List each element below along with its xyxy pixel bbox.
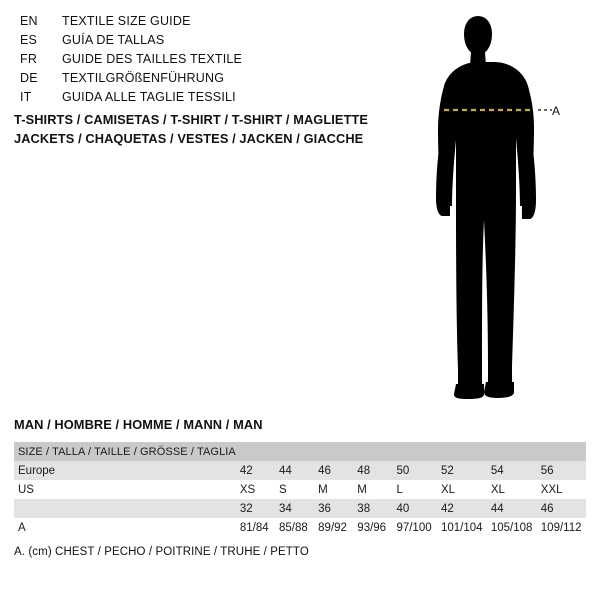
row-label: A xyxy=(14,518,236,537)
row-cell: 44 xyxy=(275,461,314,480)
row-cell: 38 xyxy=(353,499,392,518)
row-cell: XL xyxy=(437,480,487,499)
row-cell: 42 xyxy=(437,499,487,518)
row-cell: XXL xyxy=(537,480,586,499)
table-header-label: SIZE / TALLA / TAILLE / GRÖSSE / TAGLIA xyxy=(14,442,236,461)
table-header-cell xyxy=(353,442,392,461)
language-row xyxy=(20,33,380,52)
language-code: FR xyxy=(20,52,38,66)
row-label xyxy=(14,499,236,518)
row-cell: 85/88 xyxy=(275,518,314,537)
language-code: DE xyxy=(20,71,38,85)
male-figure-illustration xyxy=(400,10,600,400)
figure-silhouette-icon xyxy=(400,10,600,400)
table-row xyxy=(14,480,586,499)
language-row xyxy=(20,14,380,33)
section-heading-man: MAN / HOMBRE / HOMME / MANN / MAN xyxy=(14,417,263,432)
row-label: US xyxy=(14,480,236,499)
measure-label-a: A xyxy=(552,104,561,118)
row-cell: 54 xyxy=(487,461,537,480)
language-text: GUIDA ALLE TAGLIE TESSILI xyxy=(62,90,236,104)
language-text: TEXTILGRÖßENFÜHRUNG xyxy=(62,71,225,85)
row-cell: 48 xyxy=(353,461,392,480)
row-cell: S xyxy=(275,480,314,499)
row-cell: 34 xyxy=(275,499,314,518)
row-cell: 56 xyxy=(537,461,586,480)
category-tshirts: T-SHIRTS / CAMISETAS / T-SHIRT / T-SHIRT / MAGLIETTE xyxy=(14,112,369,127)
table-header-cell xyxy=(236,442,275,461)
language-list xyxy=(20,14,380,109)
table-header-cell xyxy=(487,442,537,461)
table-header-cell xyxy=(537,442,586,461)
table-row xyxy=(14,461,586,480)
language-code: IT xyxy=(20,90,32,104)
row-cell: XL xyxy=(487,480,537,499)
row-label: Europe xyxy=(14,461,236,480)
language-row xyxy=(20,71,380,90)
row-cell: M xyxy=(353,480,392,499)
table-header-row xyxy=(14,442,586,461)
footnote-chest-measure: A. (cm) CHEST / PECHO / POITRINE / TRUHE / PETTO xyxy=(14,546,309,558)
row-cell: 42 xyxy=(236,461,275,480)
table-header-cell xyxy=(314,442,353,461)
table-row xyxy=(14,518,586,537)
language-code: ES xyxy=(20,33,38,47)
size-table xyxy=(14,442,586,537)
row-cell: 40 xyxy=(392,499,437,518)
language-row xyxy=(20,52,380,71)
row-cell: L xyxy=(392,480,437,499)
row-cell: 36 xyxy=(314,499,353,518)
row-cell: 46 xyxy=(314,461,353,480)
row-cell: 97/100 xyxy=(392,518,437,537)
table-header-cell xyxy=(392,442,437,461)
language-text: TEXTILE SIZE GUIDE xyxy=(62,14,191,28)
language-code: EN xyxy=(20,14,38,28)
row-cell: 109/112 xyxy=(537,518,586,537)
row-cell: 52 xyxy=(437,461,487,480)
language-row xyxy=(20,90,380,109)
table-header-cell xyxy=(437,442,487,461)
language-text: GUIDE DES TAILLES TEXTILE xyxy=(62,52,243,66)
row-cell: 32 xyxy=(236,499,275,518)
category-headings xyxy=(14,110,434,148)
row-cell: 101/104 xyxy=(437,518,487,537)
row-cell: 81/84 xyxy=(236,518,275,537)
row-cell: 105/108 xyxy=(487,518,537,537)
row-cell: 46 xyxy=(537,499,586,518)
row-cell: M xyxy=(314,480,353,499)
row-cell: XS xyxy=(236,480,275,499)
category-jackets: JACKETS / CHAQUETAS / VESTES / JACKEN / GIACCHE xyxy=(14,131,364,146)
table-row xyxy=(14,499,586,518)
language-text: GUÍA DE TALLAS xyxy=(62,33,165,47)
row-cell: 93/96 xyxy=(353,518,392,537)
row-cell: 50 xyxy=(392,461,437,480)
row-cell: 44 xyxy=(487,499,537,518)
row-cell: 89/92 xyxy=(314,518,353,537)
table-header-cell xyxy=(275,442,314,461)
